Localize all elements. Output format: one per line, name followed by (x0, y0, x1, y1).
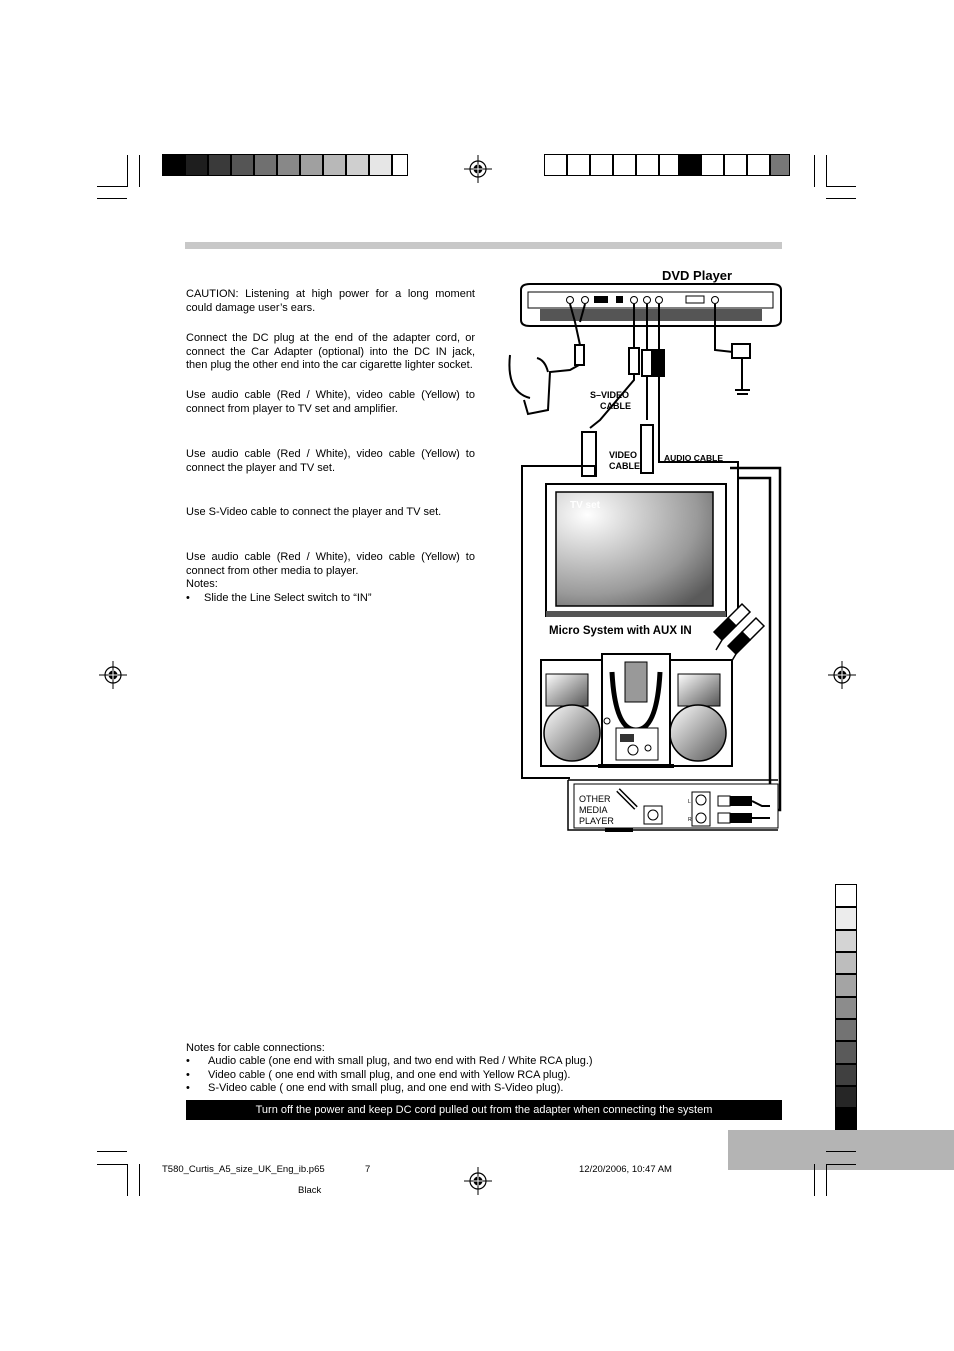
bullet-icon: • (186, 1069, 190, 1081)
dvd-player-label: DVD Player (662, 268, 733, 283)
notes-heading: Notes: (186, 578, 218, 590)
svideo-cable-label: CABLE (600, 401, 631, 411)
other-media-label: PLAYER (579, 816, 614, 826)
other-media-text: Use audio cable (Red / White), video cable (Yellow) to connect from other media to player. (186, 551, 475, 577)
tv-set-label: TV set (570, 500, 601, 511)
bullet-icon: • (186, 592, 190, 604)
svideo-text: Use S-Video cable to connect the player and TV set. (186, 506, 442, 518)
list-item: • Audio cable (one end with small plug, and two end with Red / White RCA plug.) (186, 1055, 593, 1067)
other-media-label: MEDIA (579, 805, 608, 815)
footer-plate: Black (298, 1185, 322, 1196)
tv-amplifier-text: Use audio cable (Red / White), video cable (Yellow) to connect from player to TV set and amplifier. (186, 389, 475, 415)
video-cable-label: CABLE (609, 461, 640, 471)
jack-r-label: R (688, 817, 692, 823)
audio-cable-label: AUDIO CABLE (664, 453, 724, 463)
dvd-player (521, 284, 781, 326)
registration-mark-icon (464, 155, 492, 183)
bullet-icon: • (186, 1055, 190, 1067)
dc-plug-text: Connect the DC plug at the end of the adapter cord, or connect the Car Adapter (optional) into the DC IN jack, then plug the other end into the car cigarette lighter socket. (186, 332, 475, 371)
video-cable-label: VIDEO (609, 450, 638, 460)
notes-bullet-text: Slide the Line Select switch to “IN” (204, 592, 372, 604)
bullet-icon: • (186, 1082, 190, 1094)
warning-banner: Turn off the power and keep DC cord pulled out from the adapter when connecting the system (186, 1100, 782, 1120)
registration-mark-icon (99, 661, 127, 689)
micro-system (541, 654, 732, 768)
header-bar (185, 242, 782, 249)
svideo-cable-label: S–VIDEO (590, 390, 630, 400)
footer-page-number: 7 (365, 1164, 371, 1175)
cable-notes-heading: Notes for cable connections: (186, 1042, 325, 1054)
connection-diagram (495, 262, 790, 837)
player-tv-text: Use audio cable (Red / White), video cable (Yellow) to connect the player and TV set. (186, 448, 475, 474)
other-media-label: OTHER (579, 794, 611, 804)
micro-system-label: Micro System with AUX IN (549, 625, 692, 637)
footer-timestamp: 12/20/2006, 10:47 AM (579, 1164, 672, 1175)
footer-filename: T580_Curtis_A5_size_UK_Eng_ib.p65 (162, 1164, 325, 1175)
registration-mark-icon (464, 1167, 492, 1195)
caution-text: CAUTION: Listening at high power for a long moment could damage user’s ears. (186, 288, 475, 314)
notes-bullet-item (186, 592, 372, 606)
list-item: • S-Video cable ( one end with small plug, and one end with S-Video plug). (186, 1082, 564, 1094)
list-item: • Video cable ( one end with small plug, and one end with Yellow RCA plug). (186, 1069, 571, 1081)
jack-l-label: L (688, 799, 691, 805)
registration-mark-icon (828, 661, 856, 689)
